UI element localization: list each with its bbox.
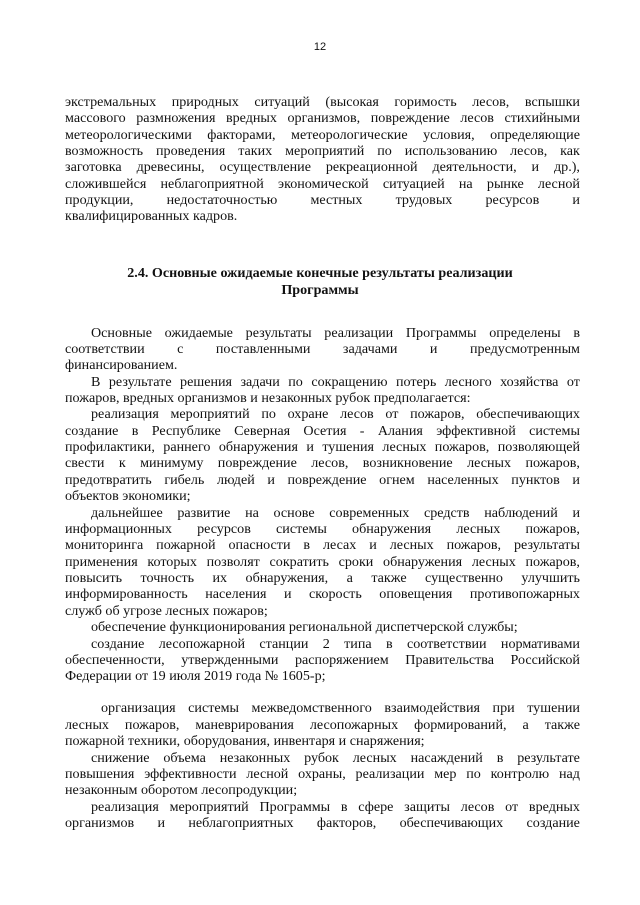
paragraph-line: [65, 472, 580, 488]
word: сфере: [358, 799, 394, 815]
word: распоряжением: [294, 652, 389, 668]
word: соответствии: [406, 636, 487, 652]
paragraph-line: [91, 406, 580, 422]
word: местных: [310, 192, 363, 208]
word: лесного: [444, 374, 492, 390]
word: пожаров,: [525, 455, 580, 471]
word: реализация: [91, 406, 159, 422]
word: недостаточностью: [166, 192, 278, 208]
word: лесных: [471, 554, 516, 570]
word: соответствии: [65, 341, 145, 357]
word: организмов: [65, 815, 135, 831]
word: информационных: [65, 521, 172, 537]
word: неблагоприятной: [160, 176, 264, 192]
section-heading: 2.4. Основные ожидаемые конечные результаты реализации: [127, 265, 513, 281]
word: пунктов: [511, 472, 560, 488]
word: реализации: [355, 766, 425, 782]
word: типа: [344, 636, 372, 652]
word: также: [371, 570, 407, 586]
intro-line: [65, 159, 580, 175]
word: результаты: [513, 537, 580, 553]
word: опасности: [228, 537, 291, 553]
word: заготовка: [65, 159, 122, 175]
word: мониторинга: [65, 537, 144, 553]
paragraph-line: [65, 815, 580, 831]
word: и: [572, 472, 580, 488]
word: в: [385, 636, 393, 652]
word: формирований,: [414, 717, 507, 733]
word: создание: [91, 636, 145, 652]
paragraph-line: [65, 423, 580, 439]
word: эффективности: [144, 766, 237, 782]
paragraph-line: [101, 700, 580, 716]
word: раннего: [163, 439, 211, 455]
intro-line: [65, 192, 580, 208]
word: насаждений: [410, 750, 483, 766]
word: профилактики,: [65, 439, 155, 455]
word: решения: [180, 374, 233, 390]
word: от: [566, 374, 580, 390]
intro-line: [65, 143, 580, 159]
intro-line: [65, 127, 580, 143]
word: от: [385, 406, 399, 422]
word: пожаров,: [525, 521, 580, 537]
word: людей: [216, 472, 255, 488]
word: трудовых: [395, 192, 453, 208]
paragraph-line: [65, 521, 580, 537]
word: от: [505, 799, 519, 815]
word: Программы: [259, 799, 331, 815]
word: оповещения: [379, 586, 453, 602]
word: Российской: [510, 652, 580, 668]
word: стихийными: [504, 110, 580, 126]
word: предотвратить: [65, 472, 152, 488]
word: и: [572, 192, 580, 208]
word: пожаров,: [525, 554, 580, 570]
word: охране: [287, 406, 329, 422]
word: наблюдений: [484, 505, 558, 521]
word: по: [288, 374, 303, 390]
paragraph-line: [91, 799, 580, 815]
word: позволят: [206, 554, 260, 570]
word: повреждение: [370, 110, 450, 126]
paragraph-line: [65, 537, 580, 553]
word: при: [492, 700, 515, 716]
word: точность: [140, 570, 195, 586]
word: Осетия: [303, 423, 347, 439]
word: лесных: [65, 717, 109, 733]
word: ситуаций: [254, 94, 310, 110]
paragraph-line: [65, 554, 580, 570]
word: защиты: [404, 799, 451, 815]
word: минимуму: [140, 455, 204, 471]
word: эффективной: [436, 423, 516, 439]
word: и: [267, 472, 275, 488]
word: свести: [65, 455, 105, 471]
word: рубок: [304, 750, 339, 766]
word: лесов,: [311, 455, 349, 471]
word: лесов: [460, 110, 494, 126]
word: результаты: [245, 325, 312, 341]
word: лесов: [340, 406, 374, 422]
paragraph-line: [65, 766, 580, 782]
word: природных: [171, 94, 239, 110]
word: деятельности,: [432, 159, 517, 175]
word: повысить: [65, 570, 123, 586]
intro-line: [65, 94, 580, 110]
paragraph-line: [91, 325, 580, 341]
word: и: [306, 439, 314, 455]
word: тушения: [322, 439, 375, 455]
word: мероприятий: [285, 143, 365, 159]
word: факторами,: [207, 127, 276, 143]
word: метеорологическими: [65, 127, 192, 143]
word: хозяйства: [500, 374, 559, 390]
word: определяющие: [490, 127, 580, 143]
word: ресурсов: [197, 521, 251, 537]
word: населенных: [427, 472, 499, 488]
paragraph-line: незаконным оборотом лесопродукции;: [65, 782, 298, 798]
word: межведомственного: [251, 700, 372, 716]
word: их: [212, 570, 228, 586]
word: пожаров,: [410, 406, 465, 422]
paragraph-line: [65, 439, 580, 455]
word: контролю: [490, 766, 550, 782]
paragraph-line: пожаров, вредных организмов и незаконных рубок предполагается:: [65, 390, 471, 406]
word: экономической: [278, 176, 369, 192]
word: лесной: [537, 176, 580, 192]
word: факторов,: [316, 815, 377, 831]
word: таких: [238, 143, 273, 159]
word: которых: [147, 554, 197, 570]
paragraph-line: [91, 374, 580, 390]
word: существенно: [425, 570, 503, 586]
word: незаконных: [219, 750, 291, 766]
word: лесах: [322, 537, 357, 553]
word: реализация: [91, 799, 159, 815]
word: Алания: [377, 423, 423, 439]
word: снижение: [91, 750, 150, 766]
paragraph-line: обеспечение функционирования региональной диспетчерской службы;: [91, 619, 518, 635]
word: развитие: [177, 505, 231, 521]
word: в: [303, 537, 311, 553]
paragraph-line: [91, 636, 580, 652]
word: (высокая: [325, 94, 379, 110]
word: в: [340, 799, 348, 815]
word: на: [245, 505, 259, 521]
word: осуществление: [219, 159, 311, 175]
paragraph-line: [65, 570, 580, 586]
word: и: [572, 505, 580, 521]
word: основе: [273, 505, 315, 521]
word: обнаружения: [218, 439, 298, 455]
word: и: [157, 815, 166, 831]
word: массового: [65, 110, 126, 126]
paragraph-line: [65, 341, 580, 357]
word: обеспечивающих: [476, 406, 580, 422]
word: лесных: [389, 537, 434, 553]
word: системы: [529, 423, 580, 439]
word: ситуацией: [382, 176, 445, 192]
word: обеспеченности,: [65, 652, 165, 668]
word: вредных: [225, 110, 277, 126]
word: обнаружения: [352, 521, 432, 537]
word: проведения: [156, 143, 226, 159]
word: условия,: [423, 127, 475, 143]
word: применения: [65, 554, 138, 570]
word: а: [522, 717, 529, 733]
word: лесных: [456, 521, 501, 537]
word: сократить: [269, 554, 329, 570]
word: лесов,: [472, 94, 510, 110]
word: и: [531, 159, 540, 175]
word: по: [377, 143, 392, 159]
word: Программы: [405, 325, 477, 341]
paragraph-line: [65, 455, 580, 471]
intro-line: [65, 110, 580, 126]
word: современных: [329, 505, 410, 521]
paragraph-line: пожарной техники, оборудования, инвентаря и снаряжения;: [65, 733, 425, 749]
word: задачи: [240, 374, 280, 390]
word: неблагоприятных: [188, 815, 294, 831]
word: пожаров,: [434, 439, 490, 455]
word: улучшить: [521, 570, 580, 586]
paragraph-line: Федерации от 19 июля 2019 года № 1605-р;: [65, 668, 326, 684]
word: и: [284, 586, 292, 602]
word: пожарной: [156, 537, 216, 553]
word: Республике: [151, 423, 221, 439]
word: мероприятий: [169, 799, 249, 815]
word: лесных: [352, 750, 397, 766]
word: результате: [108, 374, 172, 390]
word: к: [118, 455, 126, 471]
paragraph-line: [65, 586, 580, 602]
word: в: [496, 750, 504, 766]
word: обнаружения: [383, 554, 463, 570]
word: возможность: [65, 143, 144, 159]
word: повышения: [65, 766, 135, 782]
word: использованию: [404, 143, 498, 159]
paragraph-line: финансированием.: [65, 357, 178, 373]
word: и: [369, 537, 377, 553]
word: скорость: [309, 586, 362, 602]
word: лесов,: [510, 143, 548, 159]
word: предусмотренным: [469, 341, 580, 357]
word: по: [466, 766, 481, 782]
word: мероприятий: [170, 406, 250, 422]
word: лесопожарной: [158, 636, 246, 652]
paragraph-line: объектов экономики;: [65, 488, 191, 504]
word: реализации: [324, 325, 394, 341]
word: вредных: [528, 799, 580, 815]
word: повреждение: [287, 472, 367, 488]
word: вспышки: [524, 94, 580, 110]
word: средств: [423, 505, 470, 521]
word: утвержденными: [181, 652, 279, 668]
word: Основные: [91, 325, 152, 341]
word: древесины,: [136, 159, 205, 175]
word: -: [359, 423, 365, 439]
word: позволяющей: [497, 439, 580, 455]
word: охраны,: [298, 766, 346, 782]
word: ожидаемые: [164, 325, 233, 341]
word: рекреационной: [325, 159, 418, 175]
word: лесов: [460, 799, 495, 815]
word: 2: [322, 636, 330, 652]
word: пожаров,: [446, 537, 502, 553]
word: рынке: [486, 176, 524, 192]
word: населения: [205, 586, 267, 602]
word: над: [558, 766, 580, 782]
word: создание: [65, 423, 119, 439]
word: задачами: [342, 341, 398, 357]
word: метеорологические: [291, 127, 408, 143]
word: организация: [101, 700, 176, 716]
word: возникновение: [362, 455, 453, 471]
word: а: [346, 570, 353, 586]
word: тушении: [527, 700, 580, 716]
word: также: [544, 717, 580, 733]
word: взаимодействия: [384, 700, 480, 716]
word: системы: [188, 700, 239, 716]
word: с: [177, 341, 184, 357]
word: станции: [259, 636, 309, 652]
word: повреждение: [217, 455, 297, 471]
word: продукции,: [65, 192, 134, 208]
word: по: [261, 406, 276, 422]
word: информированность: [65, 586, 188, 602]
paragraph-line: служб об угрозе лесных пожаров;: [65, 603, 268, 619]
word: мер: [434, 766, 457, 782]
word: и: [429, 341, 438, 357]
paragraph-line: [65, 652, 580, 668]
word: маневрирования: [195, 717, 294, 733]
word: в: [131, 423, 139, 439]
word: лесопожарных: [309, 717, 399, 733]
word: создание: [526, 815, 580, 831]
word: Правительства: [405, 652, 494, 668]
word: организмов,: [287, 110, 361, 126]
word: сложившейся: [65, 176, 147, 192]
intro-line: [65, 176, 580, 192]
word: др.),: [553, 159, 580, 175]
word: гибель: [164, 472, 205, 488]
word: сокращению: [311, 374, 388, 390]
word: лесных: [467, 455, 512, 471]
word: объема: [163, 750, 206, 766]
word: обнаружения,: [245, 570, 329, 586]
section-heading: Программы: [281, 282, 359, 298]
word: результате: [517, 750, 580, 766]
word: размножения: [136, 110, 216, 126]
word: обеспечивающих: [399, 815, 504, 831]
word: огнем: [379, 472, 415, 488]
word: Северная: [234, 423, 291, 439]
paragraph-line: [91, 750, 580, 766]
word: пожаров,: [124, 717, 180, 733]
word: потерь: [395, 374, 437, 390]
word: лесных: [382, 439, 427, 455]
word: сроки: [338, 554, 374, 570]
page-number: 12: [313, 41, 327, 53]
word: нормативами: [500, 636, 580, 652]
paragraph-line: [91, 505, 580, 521]
word: лесной: [246, 766, 289, 782]
paragraph-line: [65, 717, 580, 733]
word: В: [91, 374, 101, 390]
word: противопожарных: [469, 586, 580, 602]
word: как: [560, 143, 580, 159]
word: дальнейшее: [91, 505, 163, 521]
word: определены: [489, 325, 561, 341]
word: горимость: [394, 94, 457, 110]
word: в: [573, 325, 580, 341]
word: на: [458, 176, 473, 192]
word: поставленными: [215, 341, 311, 357]
intro-line: квалифицированных кадров.: [65, 208, 238, 224]
word: экстремальных: [65, 94, 157, 110]
word: ресурсов: [485, 192, 540, 208]
word: системы: [276, 521, 327, 537]
